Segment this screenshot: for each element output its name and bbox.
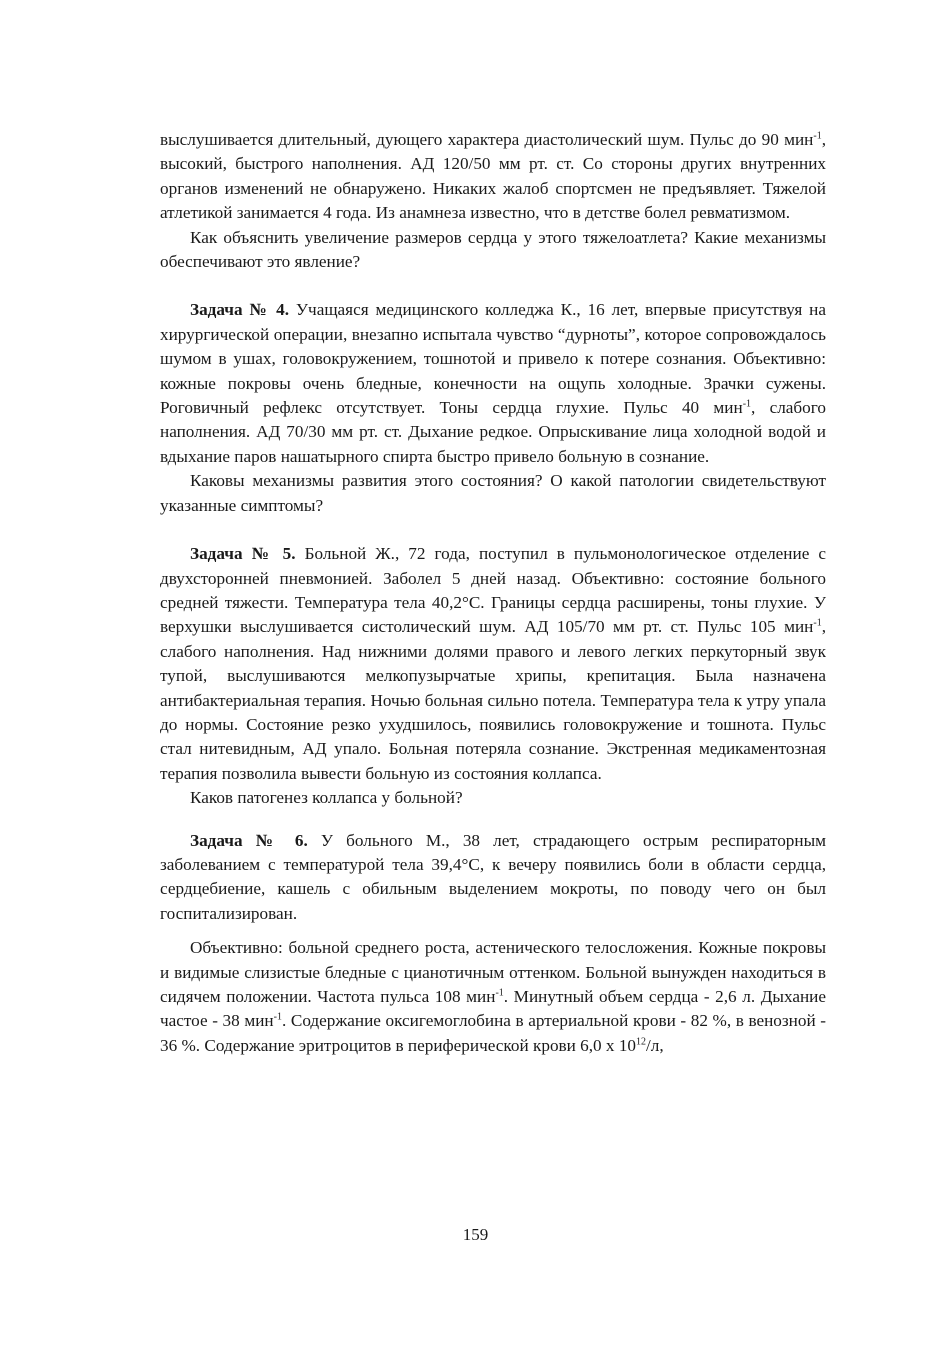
- text-segment: , высокий, быстрого наполнения. АД 120/50 мм рт. ст. Со стороны других внутренних органов изменений не обнаружено. Никаких жалоб спортсмен не предъявляет. Тяжелой атлетикой занимается 4 года. Из анамнеза известно, что в детстве болел ревматизмом.: [160, 130, 826, 223]
- superscript: -1: [742, 398, 752, 410]
- spacer: [160, 274, 826, 298]
- text-segment: /л,: [646, 1035, 664, 1055]
- superscript: -1: [813, 130, 822, 142]
- task4-label: Задача № 4.: [190, 300, 290, 320]
- text-segment: У больного М., 38 лет, страдающего острым респираторным заболеванием с температурой тела 39,4°С, к вечеру появились боли в области сердца, сердцебиение, кашель с обильным выделением мокроты, по поводу чего он был госпитализирован.: [160, 830, 827, 923]
- text-segment: . Минутный объем сердца - 2,6 л. Дыхание частое - 38 мин: [160, 987, 826, 1031]
- spacer: [160, 926, 826, 936]
- task6-objective-paragraph: [160, 936, 826, 1058]
- text-segment: Учащаяся медицинского колледжа К., 16 лет, впервые присутствуя на хирургической операции, внезапно испытала чувство “дурноты”, которое сопровождалось шумом в ушах, головокружением, тошнотой и привело к потере сознания. Объективно: кожные покровы очень бледные, конечности на ощупь холодные. Зрачки сужены. Роговичный рефлекс отсутствует. Тоны сердца глухие. Пульс 40 мин: [160, 300, 826, 418]
- text-segment: , слабого наполнения. Над нижними долями правого и левого легких перкуторный звук тупой, выслушиваются мелкопузырчатые хрипы, крепитация. Была назначена антибактериальная терапия. Ночью больная сильно потела. Температура тела к утру упала до нормы. Состояние резко ухудшилось, появились головокружение и тошнота. Пульс стал нитевидным, АД упало. Больная потеряла сознание. Экстренная медикаментозная терапия позволила вывести больную из состояния коллапса.: [160, 617, 826, 783]
- page-body: [160, 128, 826, 1058]
- superscript: -1: [273, 1011, 282, 1023]
- superscript: -1: [495, 987, 504, 999]
- superscript: -1: [813, 617, 822, 629]
- task5-paragraph: [160, 542, 826, 786]
- page-number: 159: [462, 1225, 489, 1244]
- paragraph-continued: [160, 128, 826, 226]
- spacer: [160, 518, 826, 542]
- text-segment: . Содержание оксигемоглобина в артериальной крови - 82 %, в венозной - 36 %. Содержание эритроцитов в периферической крови 6,0 х 10: [160, 1011, 826, 1055]
- task3-question: Как объяснить увеличение размеров сердца у этого тяжелоатлета? Какие механизмы обеспечивают это явление?: [160, 227, 826, 272]
- task6-paragraph: [160, 829, 826, 927]
- task4-paragraph: [160, 298, 826, 469]
- spacer: [160, 811, 826, 829]
- text-segment: , слабого наполнения. АД 70/30 мм рт. ст. Дыхание редкое. Опрыскивание лица холодной водой и вдыхание паров нашатырного спирта быстро привело больную в сознание.: [160, 398, 826, 466]
- text-segment: Больной Ж., 72 года, поступил в пульмонологическое отделение с двухсторонней пневмонией. Заболел 5 дней назад. Объективно: состояние больного средней тяжести. Температура тела 40,2°С. Границы сердца расширены, тоны глухие. У верхушки выслушивается систолический шум. АД 105/70 мм рт. ст. Пульс 105 мин: [160, 544, 826, 637]
- text-segment: выслушивается длительный, дующего характера диастолический шум. Пульс до 90 мин: [160, 130, 814, 149]
- task5-question: Каков патогенез коллапса у больной?: [190, 788, 463, 808]
- task4-question: Каковы механизмы развития этого состояния? О какой патологии свидетельствуют указанные симптомы?: [160, 471, 826, 515]
- text-segment: Объективно: больной среднего роста, астенического телосложения. Кожные покровы и видимые слизистые бледные с цианотичным оттенком. Больной вынужден находиться в сидячем положении. Частота пульса 108 мин: [160, 938, 826, 1006]
- superscript: 12: [636, 1036, 647, 1048]
- task5-label: Задача № 5.: [190, 544, 296, 564]
- task6-label: Задача № 6.: [190, 830, 308, 850]
